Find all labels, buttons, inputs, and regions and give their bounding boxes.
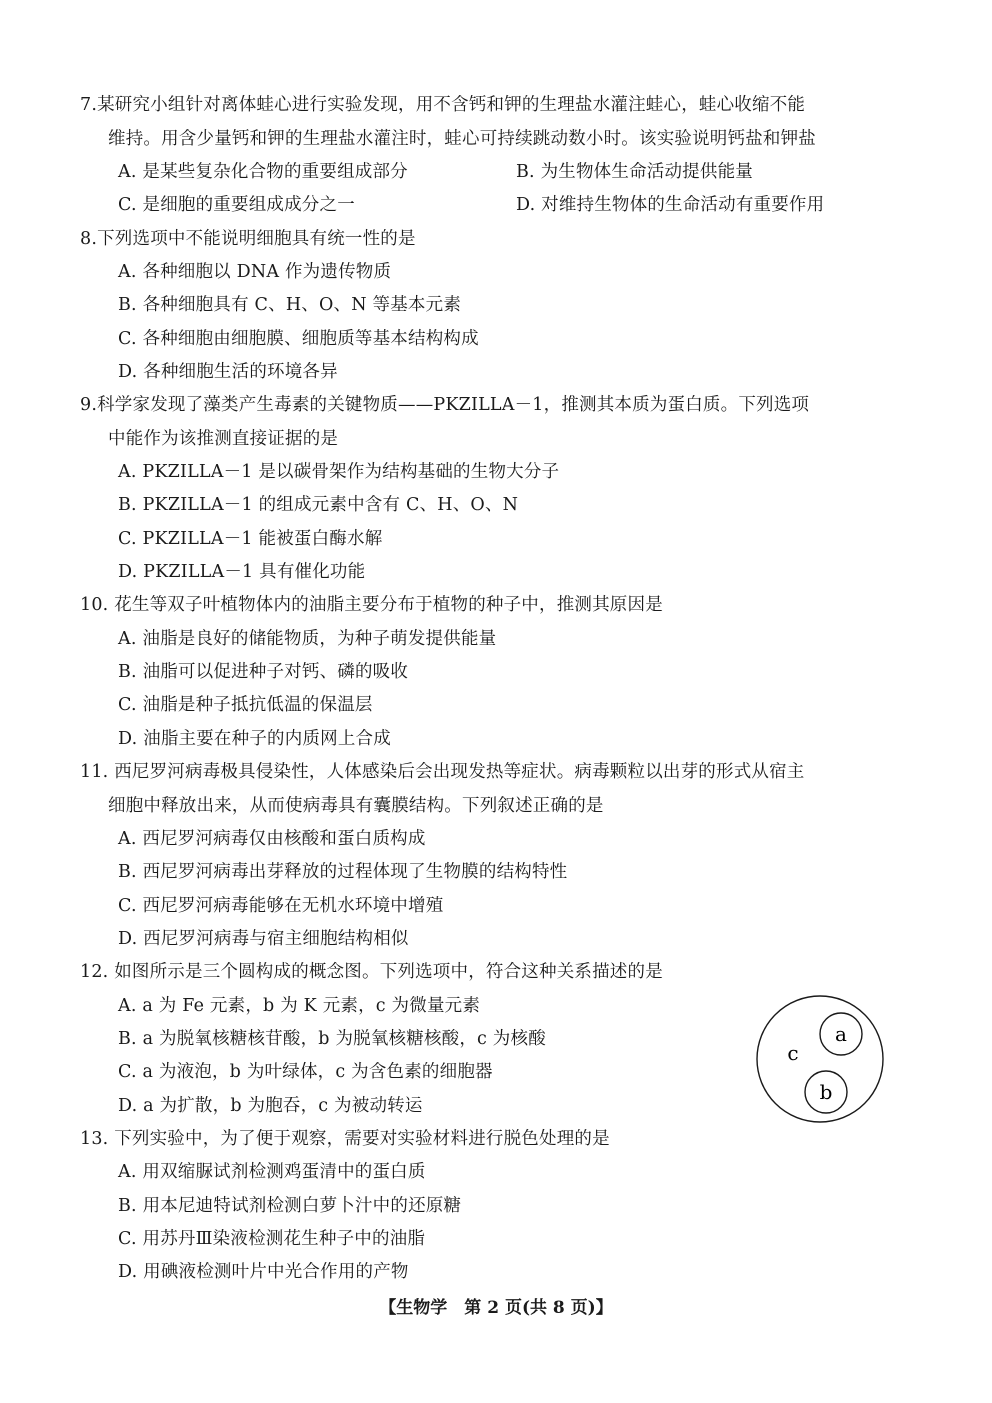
question-9-stem-line-1: 9.科学家发现了藻类产生毒素的关键物质——PKZILLA－1，推测其本质为蛋白质。下列选项: [80, 395, 810, 415]
question-9-stem-line-2: 中能作为该推测直接证据的是: [108, 429, 339, 449]
question-7-stem-line-2: 维持。用含少量钙和钾的生理盐水灌注时，蛙心可持续跳动数小时。该实验说明钙盐和钾盐: [108, 129, 816, 149]
question-11-option-b: B. 西尼罗河病毒出芽释放的过程体现了生物膜的结构特性: [118, 862, 568, 882]
question-12-option-a: A. a 为 Fe 元素，b 为 K 元素，c 为微量元素: [118, 996, 481, 1016]
question-9-option-a: A. PKZILLA－1 是以碳骨架作为结构基础的生物大分子: [118, 462, 560, 482]
page-footer: 【生物学 第 2 页(共 8 页)】: [379, 1298, 613, 1318]
question-7-option-b: B. 为生物体生命活动提供能量: [516, 162, 753, 182]
label-a: a: [835, 1022, 847, 1046]
concept-diagram-svg: [752, 994, 888, 1124]
question-8-option-a: A. 各种细胞以 DNA 作为遗传物质: [118, 262, 392, 282]
question-8-option-d: D. 各种细胞生活的环境各异: [118, 362, 338, 382]
question-8-stem-line-1: 8.下列选项中不能说明细胞具有统一性的是: [80, 229, 416, 249]
label-c: c: [787, 1041, 799, 1065]
question-13-option-c: C. 用苏丹Ⅲ染液检测花生种子中的油脂: [118, 1229, 426, 1249]
question-11-option-d: D. 西尼罗河病毒与宿主细胞结构相似: [118, 929, 409, 949]
question-8-option-c: C. 各种细胞由细胞膜、细胞质等基本结构构成: [118, 329, 479, 349]
question-10-option-d: D. 油脂主要在种子的内质网上合成: [118, 729, 391, 749]
question-8-option-b: B. 各种细胞具有 C、H、O、N 等基本元素: [118, 295, 462, 315]
question-11-option-c: C. 西尼罗河病毒能够在无机水环境中增殖: [118, 896, 444, 916]
question-12-option-d: D. a 为扩散，b 为胞吞，c 为被动转运: [118, 1096, 423, 1116]
question-13-option-d: D. 用碘液检测叶片中光合作用的产物: [118, 1262, 409, 1282]
question-11-option-a: A. 西尼罗河病毒仅由核酸和蛋白质构成: [118, 829, 426, 849]
question-7-option-d: D. 对维持生物体的生命活动有重要作用: [516, 195, 825, 215]
question-7-option-c: C. 是细胞的重要组成成分之一: [118, 195, 355, 215]
question-11-stem-line-2: 细胞中释放出来，从而使病毒具有囊膜结构。下列叙述正确的是: [108, 796, 604, 816]
question-9-option-d: D. PKZILLA－1 具有催化功能: [118, 562, 366, 582]
question-9-option-b: B. PKZILLA－1 的组成元素中含有 C、H、O、N: [118, 495, 519, 515]
question-7-stem-line-1: 7.某研究小组针对离体蛙心进行实验发现，用不含钙和钾的生理盐水灌注蛙心，蛙心收缩不能: [80, 95, 806, 115]
question-11-stem-line-1: 11. 西尼罗河病毒极具侵染性，人体感染后会出现发热等症状。病毒颗粒以出芽的形式从宿主: [80, 762, 805, 782]
question-12-option-c: C. a 为液泡，b 为叶绿体，c 为含色素的细胞器: [118, 1062, 493, 1082]
question-13-option-b: B. 用本尼迪特试剂检测白萝卜汁中的还原糖: [118, 1196, 462, 1216]
question-10-option-b: B. 油脂可以促进种子对钙、磷的吸收: [118, 662, 409, 682]
question-10-option-c: C. 油脂是种子抵抗低温的保温层: [118, 695, 373, 715]
question-9-option-c: C. PKZILLA－1 能被蛋白酶水解: [118, 529, 383, 549]
label-b: b: [819, 1080, 833, 1104]
question-13-option-a: A. 用双缩脲试剂检测鸡蛋清中的蛋白质: [118, 1162, 426, 1182]
question-7-option-a: A. 是某些复杂化合物的重要组成部分: [118, 162, 408, 182]
question-12-option-b: B. a 为脱氧核糖核苷酸，b 为脱氧核糖核酸，c 为核酸: [118, 1029, 546, 1049]
question-10-stem-line-1: 10. 花生等双子叶植物体内的油脂主要分布于植物的种子中，推测其原因是: [80, 595, 663, 615]
concept-diagram: [752, 994, 888, 1124]
question-13-stem-line-1: 13. 下列实验中，为了便于观察，需要对实验材料进行脱色处理的是: [80, 1129, 610, 1149]
question-12-stem-line-1: 12. 如图所示是三个圆构成的概念图。下列选项中，符合这种关系描述的是: [80, 962, 663, 982]
question-10-option-a: A. 油脂是良好的储能物质，为种子萌发提供能量: [118, 629, 497, 649]
